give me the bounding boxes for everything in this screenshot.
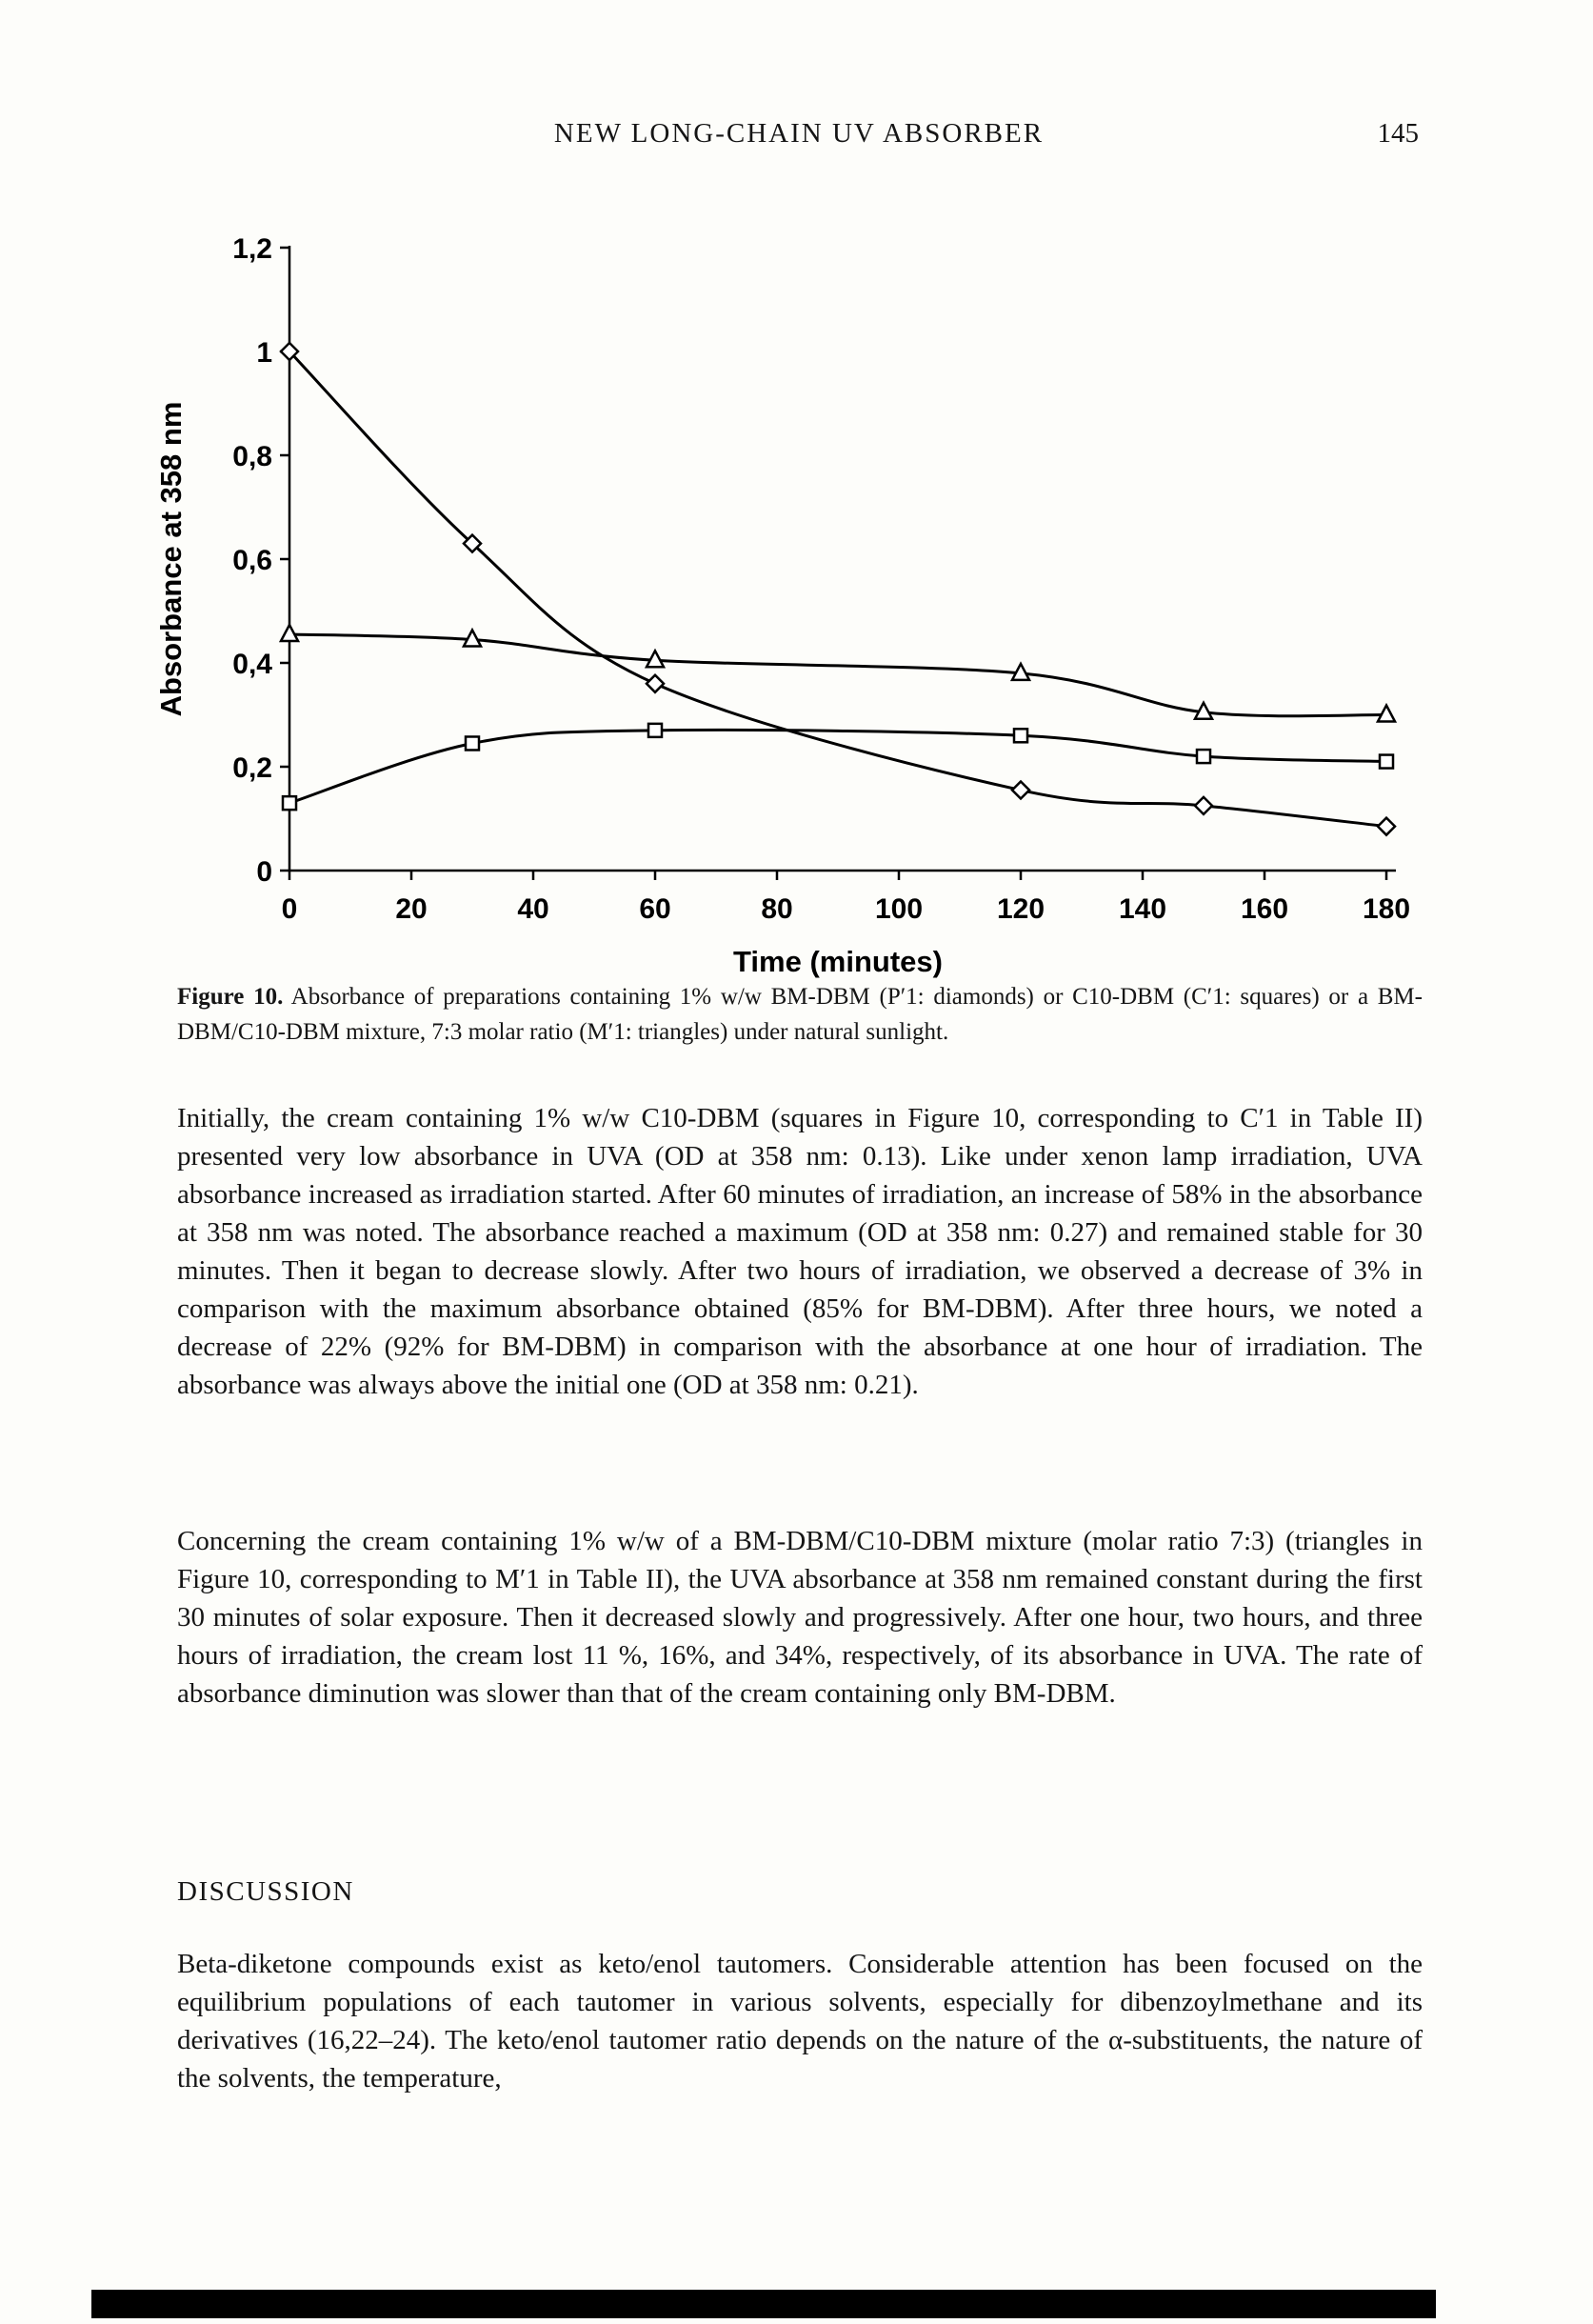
series-line-triangle [289,634,1386,716]
figure-caption-label: Figure 10. [177,984,284,1010]
x-tick-label: 0 [281,893,298,925]
y-tick-label: 0,4 [232,649,272,680]
y-tick-label: 0,6 [232,545,272,576]
figure-caption-text: Absorbance of preparations containing 1% w/w BM-DBM (P′1: diamonds) or C10-DBM (C′1: squares) or a BM-DBM/C10-DBM mixture, 7:3 molar ratio (M′1: triangles) under natural sunlight. [177,984,1423,1045]
triangle-marker [281,625,298,641]
square-marker [1014,729,1027,742]
x-tick-label: 180 [1362,893,1411,925]
series-line-square [289,730,1386,803]
x-tick-label: 100 [874,893,924,925]
x-tick-label: 20 [395,893,428,925]
scan-artifact-bar [91,2290,1436,2318]
x-tick-label: 80 [761,893,793,925]
series-line-diamond [289,351,1386,827]
y-tick-label: 0,2 [232,752,272,784]
square-marker [283,796,296,810]
diamond-marker [1378,818,1395,835]
y-tick-label: 1,2 [232,233,272,265]
x-tick-label: 60 [639,893,671,925]
square-marker [1380,755,1393,769]
y-tick-label: 0,8 [232,441,272,472]
y-tick-label: 1 [256,337,272,369]
x-tick-label: 120 [996,893,1045,925]
paragraph-1: Initially, the cream containing 1% w/w C10-DBM (squares in Figure 10, corresponding to C′1 in Table II) presented very low absorbance in UVA (OD at 358 nm: 0.13). Like under xenon lamp irradiation, UVA absorbance increased as irradiation started. After 60 minutes of irradiation, an increase of 58% in the absorbance at 358 nm was noted. The absorbance reached a maximum (OD at 358 nm: 0.27) and remained stable for 30 minutes. Then it began to decrease slowly. After two hours of irradiation, we observed a decrease of 3% in comparison with the maximum absorbance obtained (85% for BM-DBM). After three hours, we noted a decrease of 22% (92% for BM-DBM) in comparison with the absorbance at one hour of irradiation. The absorbance was always above the initial one (OD at 358 nm: 0.21). [177,1103,1423,1400]
x-tick-label: 40 [517,893,549,925]
line-chart [143,211,1476,1002]
running-head-title: NEW LONG-CHAIN UV ABSORBER [553,118,1045,149]
x-tick-label: 160 [1240,893,1289,925]
paragraph-3: Beta-diketone compounds exist as keto/enol tautomers. Considerable attention has been focused on the equilibrium populations of each tautomer in various solvents, especially for dibenzoylmethane and its derivatives (16,22–24). The keto/enol tautomer ratio depends on the nature of the α-substituents, the nature of the solvents, the temperature, [177,1949,1423,2094]
running-head [177,118,1421,152]
figure-caption [177,979,1423,1050]
y-axis-title: Absorbance at 358 nm [154,401,188,717]
diamond-marker [647,675,664,692]
paragraph-2: Concerning the cream containing 1% w/w of a BM-DBM/C10-DBM mixture (molar ratio 7:3) (triangles in Figure 10, corresponding to M′1 in Table II), the UVA absorbance at 358 nm remained constant during the first 30 minutes of solar exposure. Then it decreased slowly and progressively. After one hour, two hours, and three hours of irradiation, the cream lost 11 %, 16%, and 34%, respectively, of its absorbance in UVA. The rate of absorbance diminution was slower than that of the cream containing only BM-DBM. [177,1526,1423,1709]
square-marker [1197,750,1210,763]
x-axis-title: Time (minutes) [733,945,943,978]
diamond-marker [1195,797,1212,814]
square-marker [648,724,662,737]
diamond-marker [1012,782,1029,799]
page-number: 145 [1377,118,1419,149]
y-tick-label: 0 [256,856,272,888]
square-marker [466,736,479,750]
discussion-heading: DISCUSSION [177,1876,354,1907]
x-tick-label: 140 [1118,893,1167,925]
